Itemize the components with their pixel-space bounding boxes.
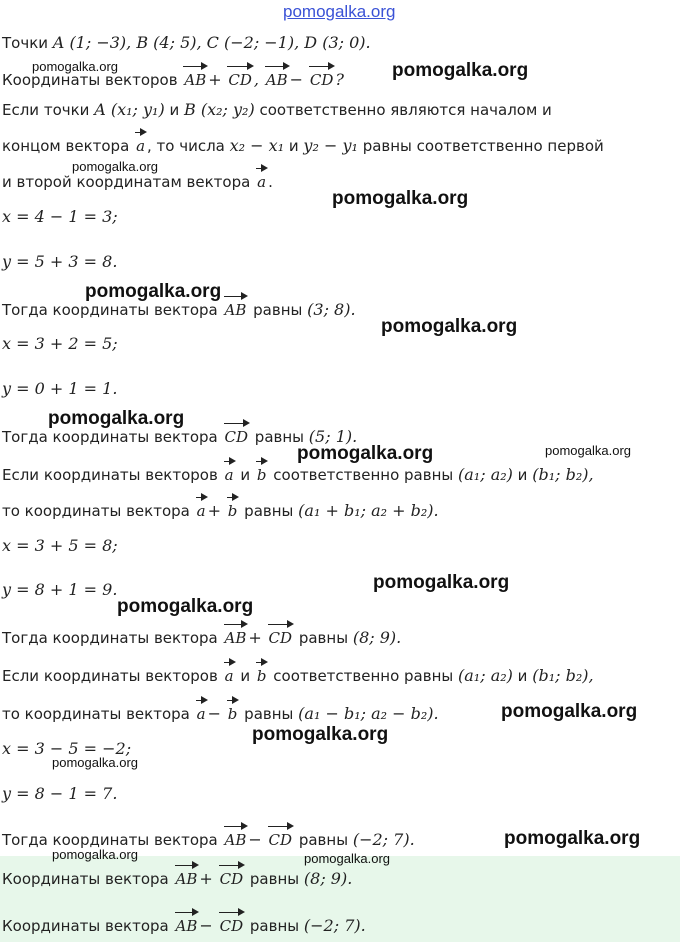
vector-cd: CD [223, 425, 251, 449]
text: и второй координатам вектора [2, 173, 251, 191]
text: равны соответственно первой [362, 137, 604, 155]
formula: (8; 9). [303, 869, 353, 888]
vector-cd: CD [267, 828, 295, 852]
vector-ab: AB [182, 68, 208, 92]
watermark: pomogalka.org [381, 316, 518, 337]
op: − [199, 916, 213, 935]
watermark: pomogalka.org [392, 60, 529, 81]
equation-x-diff: x = 3 − 5 = −2; [2, 739, 132, 758]
formula: (a₁ + b₁; a₂ + b₂). [298, 501, 439, 520]
sum-rule-2 [2, 499, 439, 523]
text: и [517, 466, 528, 484]
text: Координаты векторов [2, 71, 178, 89]
text: Тогда координаты вектора [2, 629, 218, 647]
watermark: pomogalka.org [32, 59, 118, 74]
text: Точки [2, 34, 49, 52]
rule-line-2 [2, 134, 604, 158]
formula: (a₁; a₂) [458, 465, 513, 484]
formula: (5; 1). [308, 427, 358, 446]
equation-y-sum: y = 8 + 1 = 9. [2, 580, 118, 599]
text: , то числа [147, 137, 225, 155]
watermark: pomogalka.org [545, 443, 631, 458]
end: . [268, 173, 273, 191]
watermark: pomogalka.org [85, 281, 222, 302]
watermark: pomogalka.org [48, 408, 185, 429]
text: равны [244, 502, 294, 520]
watermark: pomogalka.org [332, 188, 469, 209]
vector-a: a [255, 170, 268, 194]
op: + [207, 501, 221, 520]
watermark: pomogalka.org [52, 847, 138, 862]
op: − [207, 704, 221, 723]
vector-cd: CD [226, 68, 254, 92]
text: равны [254, 428, 305, 446]
vector-b: b [255, 664, 269, 688]
text: и [169, 101, 180, 119]
watermark: pomogalka.org [297, 443, 434, 464]
vector-cd: CD [308, 68, 336, 92]
text: равны [253, 301, 303, 319]
text: Тогда координаты вектора [2, 831, 218, 849]
formula: (a₁; a₂) [458, 666, 513, 685]
watermark: pomogalka.org [52, 755, 138, 770]
vector-ab: AB [264, 68, 290, 92]
equation-y-diff: y = 8 − 1 = 7. [2, 784, 118, 803]
text: Тогда координаты вектора [2, 428, 218, 446]
text: то координаты вектора [2, 502, 190, 520]
end: ? [335, 70, 344, 89]
text: соответственно равны [273, 667, 454, 685]
formula: (a₁ − b₁; a₂ − b₂). [298, 704, 439, 723]
text: соответственно являются началом и [259, 101, 552, 119]
formula: (−2; 7). [352, 830, 415, 849]
op: − [248, 830, 262, 849]
answer-sum [2, 867, 352, 891]
vector-b: b [226, 499, 240, 523]
formula: (−2; 7). [303, 916, 366, 935]
op: + [208, 70, 222, 89]
text: и [240, 466, 251, 484]
watermark: pomogalka.org [304, 851, 390, 866]
equation-x-ab: x = 4 − 1 = 3; [2, 207, 118, 226]
text: и [288, 137, 299, 155]
result-sum [2, 626, 401, 650]
formula: x₂ − x₁ [229, 136, 285, 155]
vector-b: b [226, 702, 240, 726]
vector-a: a [195, 702, 208, 726]
text: равны [249, 917, 300, 935]
vector-ab: AB [223, 828, 249, 852]
formula: A (x₁; y₁) [94, 100, 165, 119]
equation-y-ab: y = 5 + 3 = 8. [2, 252, 118, 271]
text: Координаты вектора [2, 917, 169, 935]
text: равны [249, 870, 300, 888]
vector-ab: AB [223, 626, 249, 650]
vector-ab: AB [174, 914, 200, 938]
equation-y-cd: y = 0 + 1 = 1. [2, 379, 118, 398]
watermark: pomogalka.org [117, 596, 254, 617]
vector-ab: AB [223, 298, 249, 322]
op: + [248, 628, 262, 647]
vector-a: a [223, 463, 236, 487]
text: равны [298, 629, 349, 647]
text: Если координаты векторов [2, 466, 218, 484]
watermark: pomogalka.org [252, 724, 389, 745]
answer-diff [2, 914, 366, 938]
sep: , [253, 70, 260, 89]
watermark: pomogalka.org [504, 828, 641, 849]
watermark-top[interactable]: pomogalka.org [283, 2, 396, 21]
text: Если координаты векторов [2, 667, 218, 685]
text: и [517, 667, 528, 685]
sum-rule-1 [2, 463, 594, 487]
op: − [289, 70, 304, 89]
watermark: pomogalka.org [373, 572, 510, 593]
vector-a: a [223, 664, 236, 688]
vector-b: b [255, 463, 269, 487]
formula: (8; 9). [352, 628, 402, 647]
diff-rule-1 [2, 664, 594, 688]
vector-cd: CD [218, 914, 246, 938]
formula: (b₁; b₂), [532, 465, 594, 484]
text: Координаты вектора [2, 870, 169, 888]
text: Если точки [2, 101, 90, 119]
vector-cd: CD [267, 626, 295, 650]
formula: (3; 8). [307, 300, 356, 319]
equation-x-sum: x = 3 + 5 = 8; [2, 536, 118, 555]
vector-ab: AB [174, 867, 200, 891]
watermark: pomogalka.org [501, 701, 638, 722]
text: и [240, 667, 251, 685]
vector-a: a [134, 134, 147, 158]
equation-x-cd: x = 3 + 2 = 5; [2, 334, 118, 353]
text: равны [298, 831, 349, 849]
vector-a: a [195, 499, 208, 523]
points-formula: A (1; −3), B (4; 5), C (−2; −1), D (3; 0). [52, 33, 371, 52]
rule-line-1 [2, 98, 552, 122]
formula: y₂ − y₁ [303, 136, 358, 155]
text: соответственно равны [273, 466, 454, 484]
text: концом вектора [2, 137, 130, 155]
formula: (b₁; b₂), [532, 666, 594, 685]
text: Тогда координаты вектора [2, 301, 218, 319]
diff-rule-2 [2, 702, 439, 726]
given-points [2, 31, 371, 55]
text: то координаты вектора [2, 705, 190, 723]
formula: B (x₂; y₂) [184, 100, 255, 119]
text: равны [244, 705, 294, 723]
vector-cd: CD [218, 867, 246, 891]
watermark: pomogalka.org [72, 159, 158, 174]
op: + [199, 869, 213, 888]
